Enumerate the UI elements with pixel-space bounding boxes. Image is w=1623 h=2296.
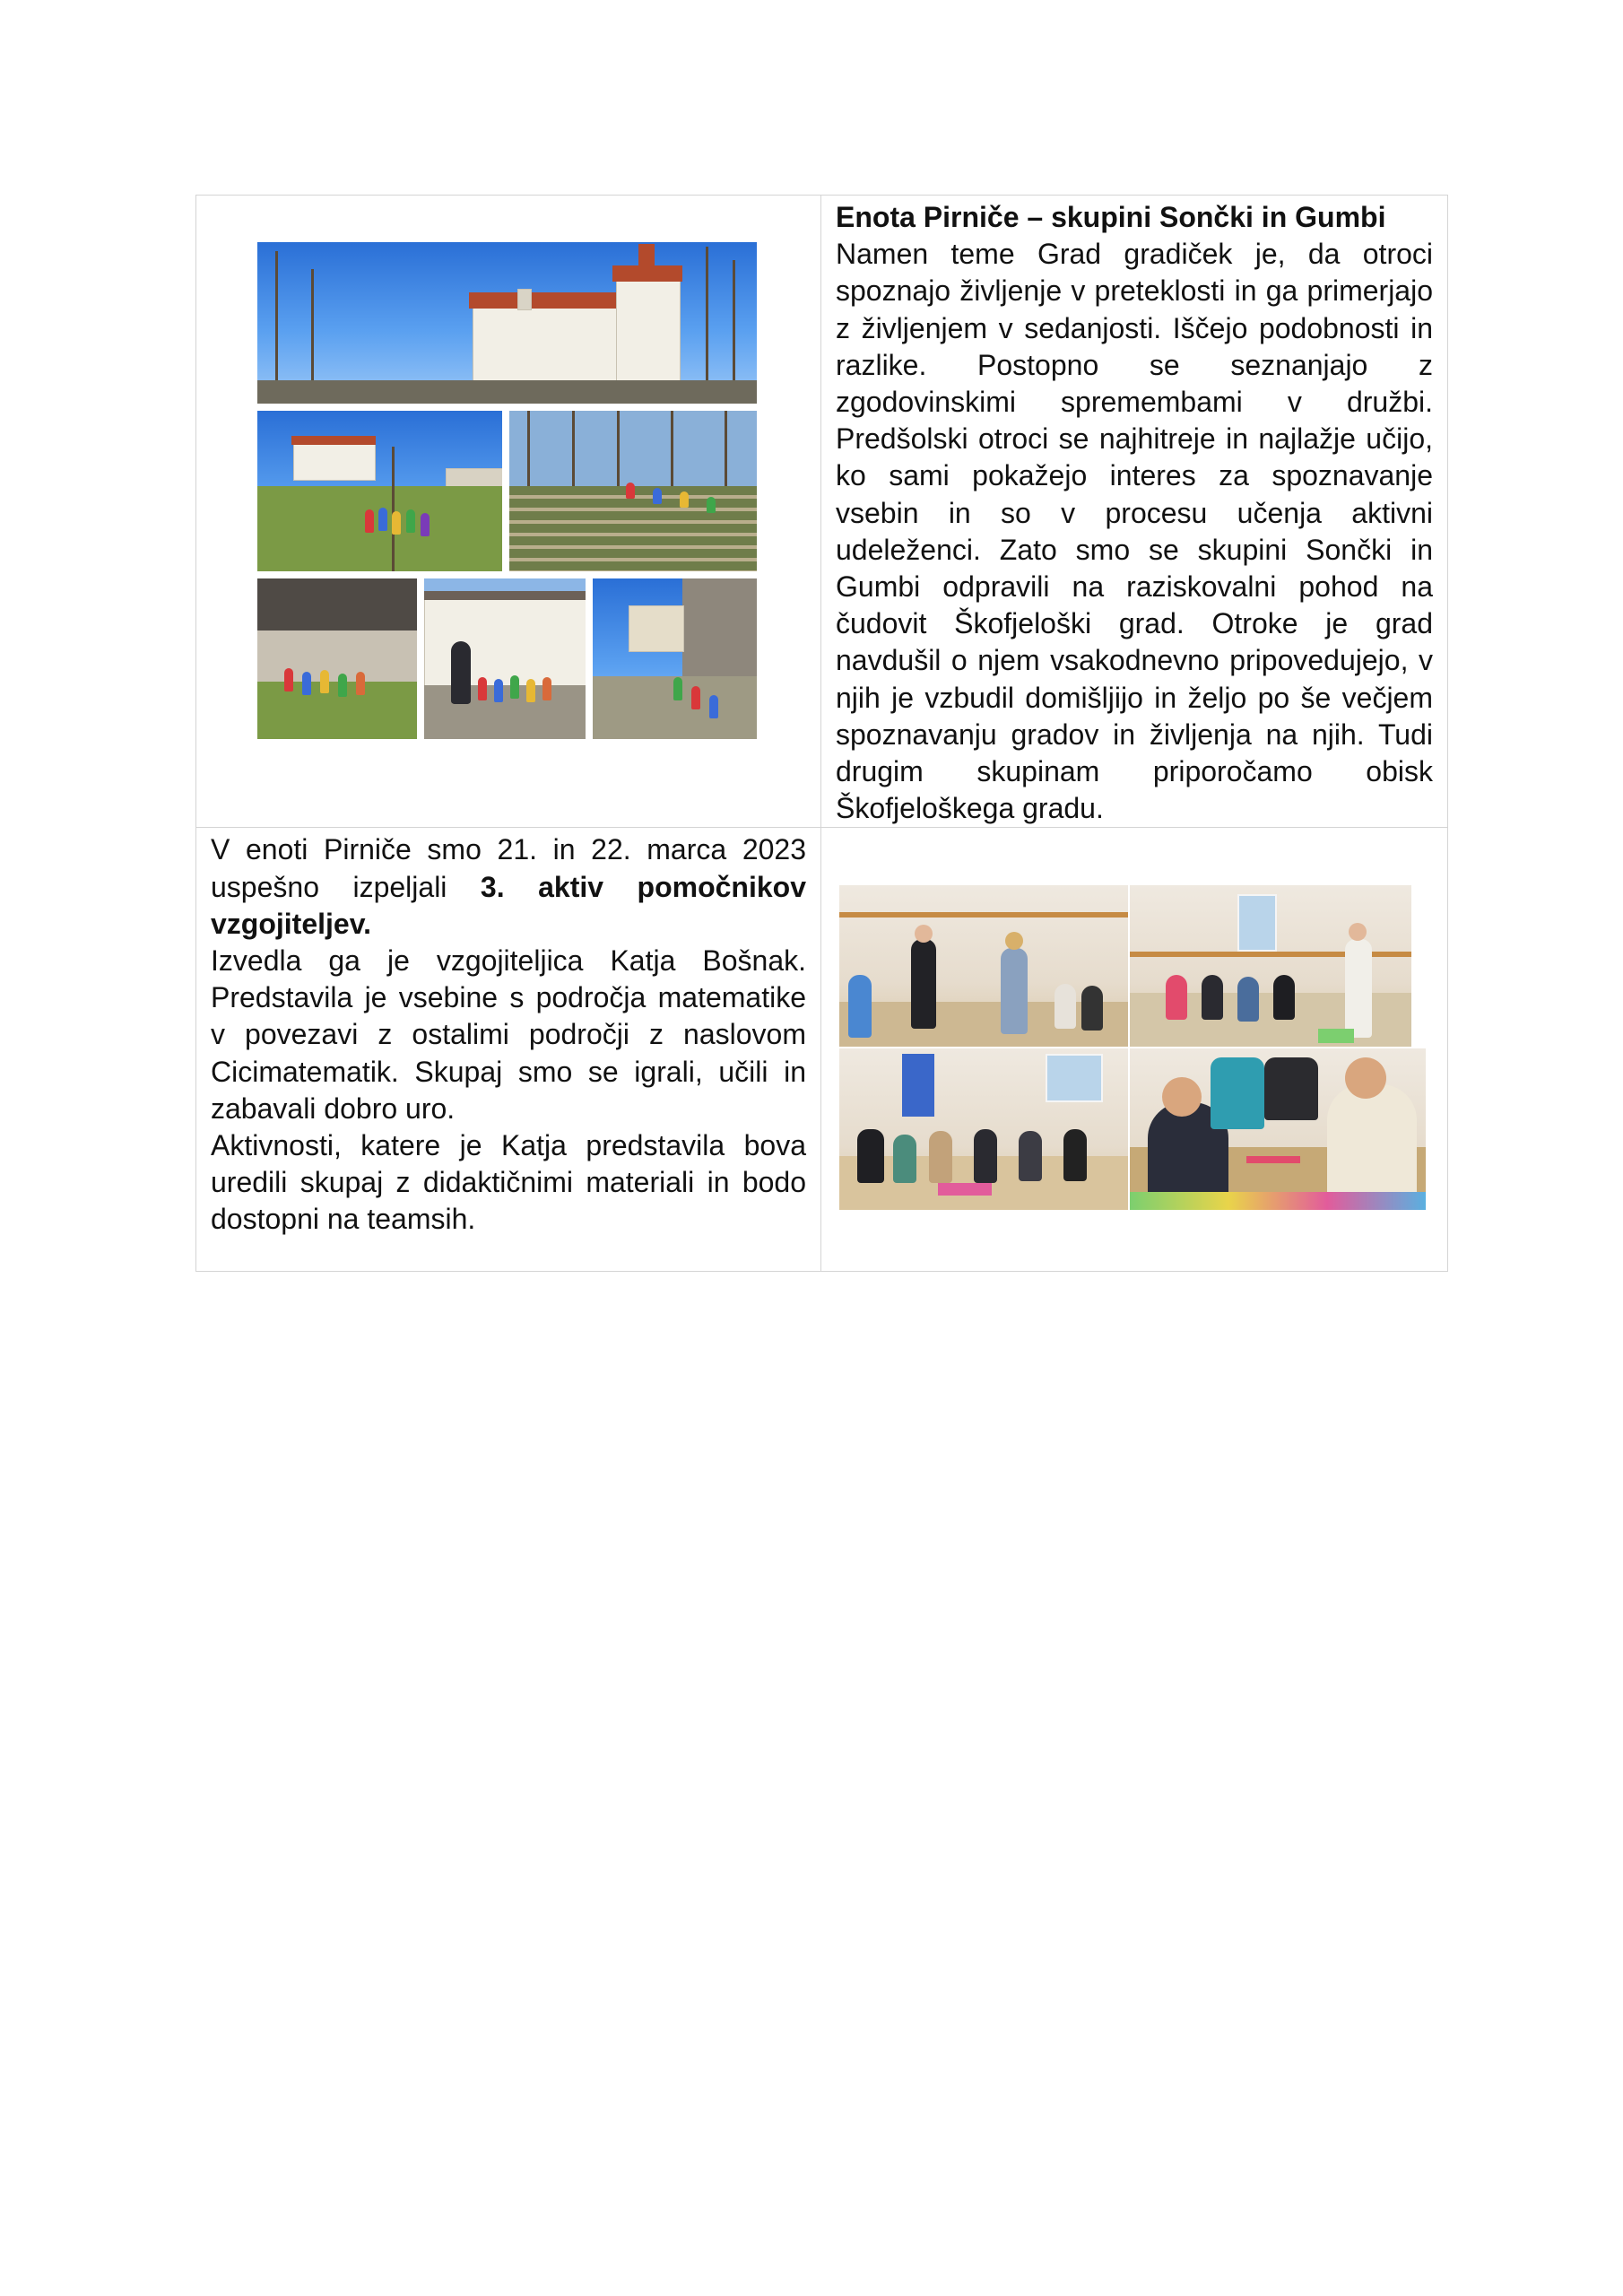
workshop-photo-cell bbox=[821, 828, 1448, 1272]
castle-photo-cell bbox=[196, 196, 821, 828]
workshop-text-block bbox=[196, 828, 820, 1238]
castle-text-block bbox=[821, 196, 1447, 827]
table-row bbox=[196, 196, 1448, 828]
intro-bold-text: 3. aktiv pomočnikov vzgojiteljev. bbox=[211, 870, 807, 940]
castle-photo-courtyard bbox=[424, 578, 586, 739]
content-table bbox=[195, 195, 1448, 1272]
activities-paragraph: Aktivnosti, katere je Katja predstavila bova uredili skupaj z didaktičnimi materiali in bodo dostopni na teamsih. bbox=[211, 1129, 806, 1236]
castle-photo-path bbox=[257, 411, 502, 571]
section-title: Enota Pirniče – skupini Sončki in Gumbi bbox=[836, 201, 1386, 233]
intro-text: V enoti Pirniče smo 21. in 22. marca 2023 uspešno izpeljali bbox=[211, 833, 806, 903]
castle-photo-house bbox=[257, 578, 417, 739]
castle-text-cell bbox=[821, 196, 1448, 828]
workshop-photo-4 bbox=[1130, 1048, 1426, 1210]
workshop-photo-collage bbox=[821, 828, 1447, 1271]
page-content bbox=[195, 195, 1445, 1236]
castle-photo-steps bbox=[509, 411, 757, 571]
castle-photo-collage bbox=[196, 196, 820, 789]
workshop-photo-1 bbox=[839, 885, 1128, 1047]
castle-paragraph: Namen teme Grad gradiček je, da otroci spoznajo življenje v preteklosti in ga primerjajo z življenjem v sedanjosti. Iščejo podobnosti in razlike. Postopno se seznanjajo z zgodovinskimi spremembami v družbi. Predšolski otroci se najhitreje in najlažje učijo, ko sami pokažejo interes za spoznavanje vsebin in so v procesu učenja aktivni udeleženci. Zato smo se skupini Sončki in Gumbi odpravili na raziskovalni pohod na čudovit Škofjeloški grad. Otroke je grad navdušil o njem vsakodnevno pripovedujejo, v njih je vzbudil domišljijo in željo po še večjem spoznavanju gradov in življenja na njih. Tudi drugim skupinam priporočamo obisk Škofjeloškega gradu. bbox=[836, 238, 1433, 825]
presenter-paragraph: Izvedla ga je vzgojiteljica Katja Bošnak. Predstavila je vsebine s področja matematike v povezavi z ostalimi področji z naslovom Cicimatematik. Skupaj smo se igrali, učili in zabavali dobro uro. bbox=[211, 944, 806, 1125]
intro-paragraph bbox=[211, 831, 806, 943]
workshop-photo-2 bbox=[1130, 885, 1411, 1047]
table-row bbox=[196, 828, 1448, 1272]
castle-photo-wall bbox=[593, 578, 757, 739]
castle-photo-main bbox=[257, 242, 757, 404]
workshop-text-cell bbox=[196, 828, 821, 1272]
workshop-photo-3 bbox=[839, 1048, 1128, 1210]
